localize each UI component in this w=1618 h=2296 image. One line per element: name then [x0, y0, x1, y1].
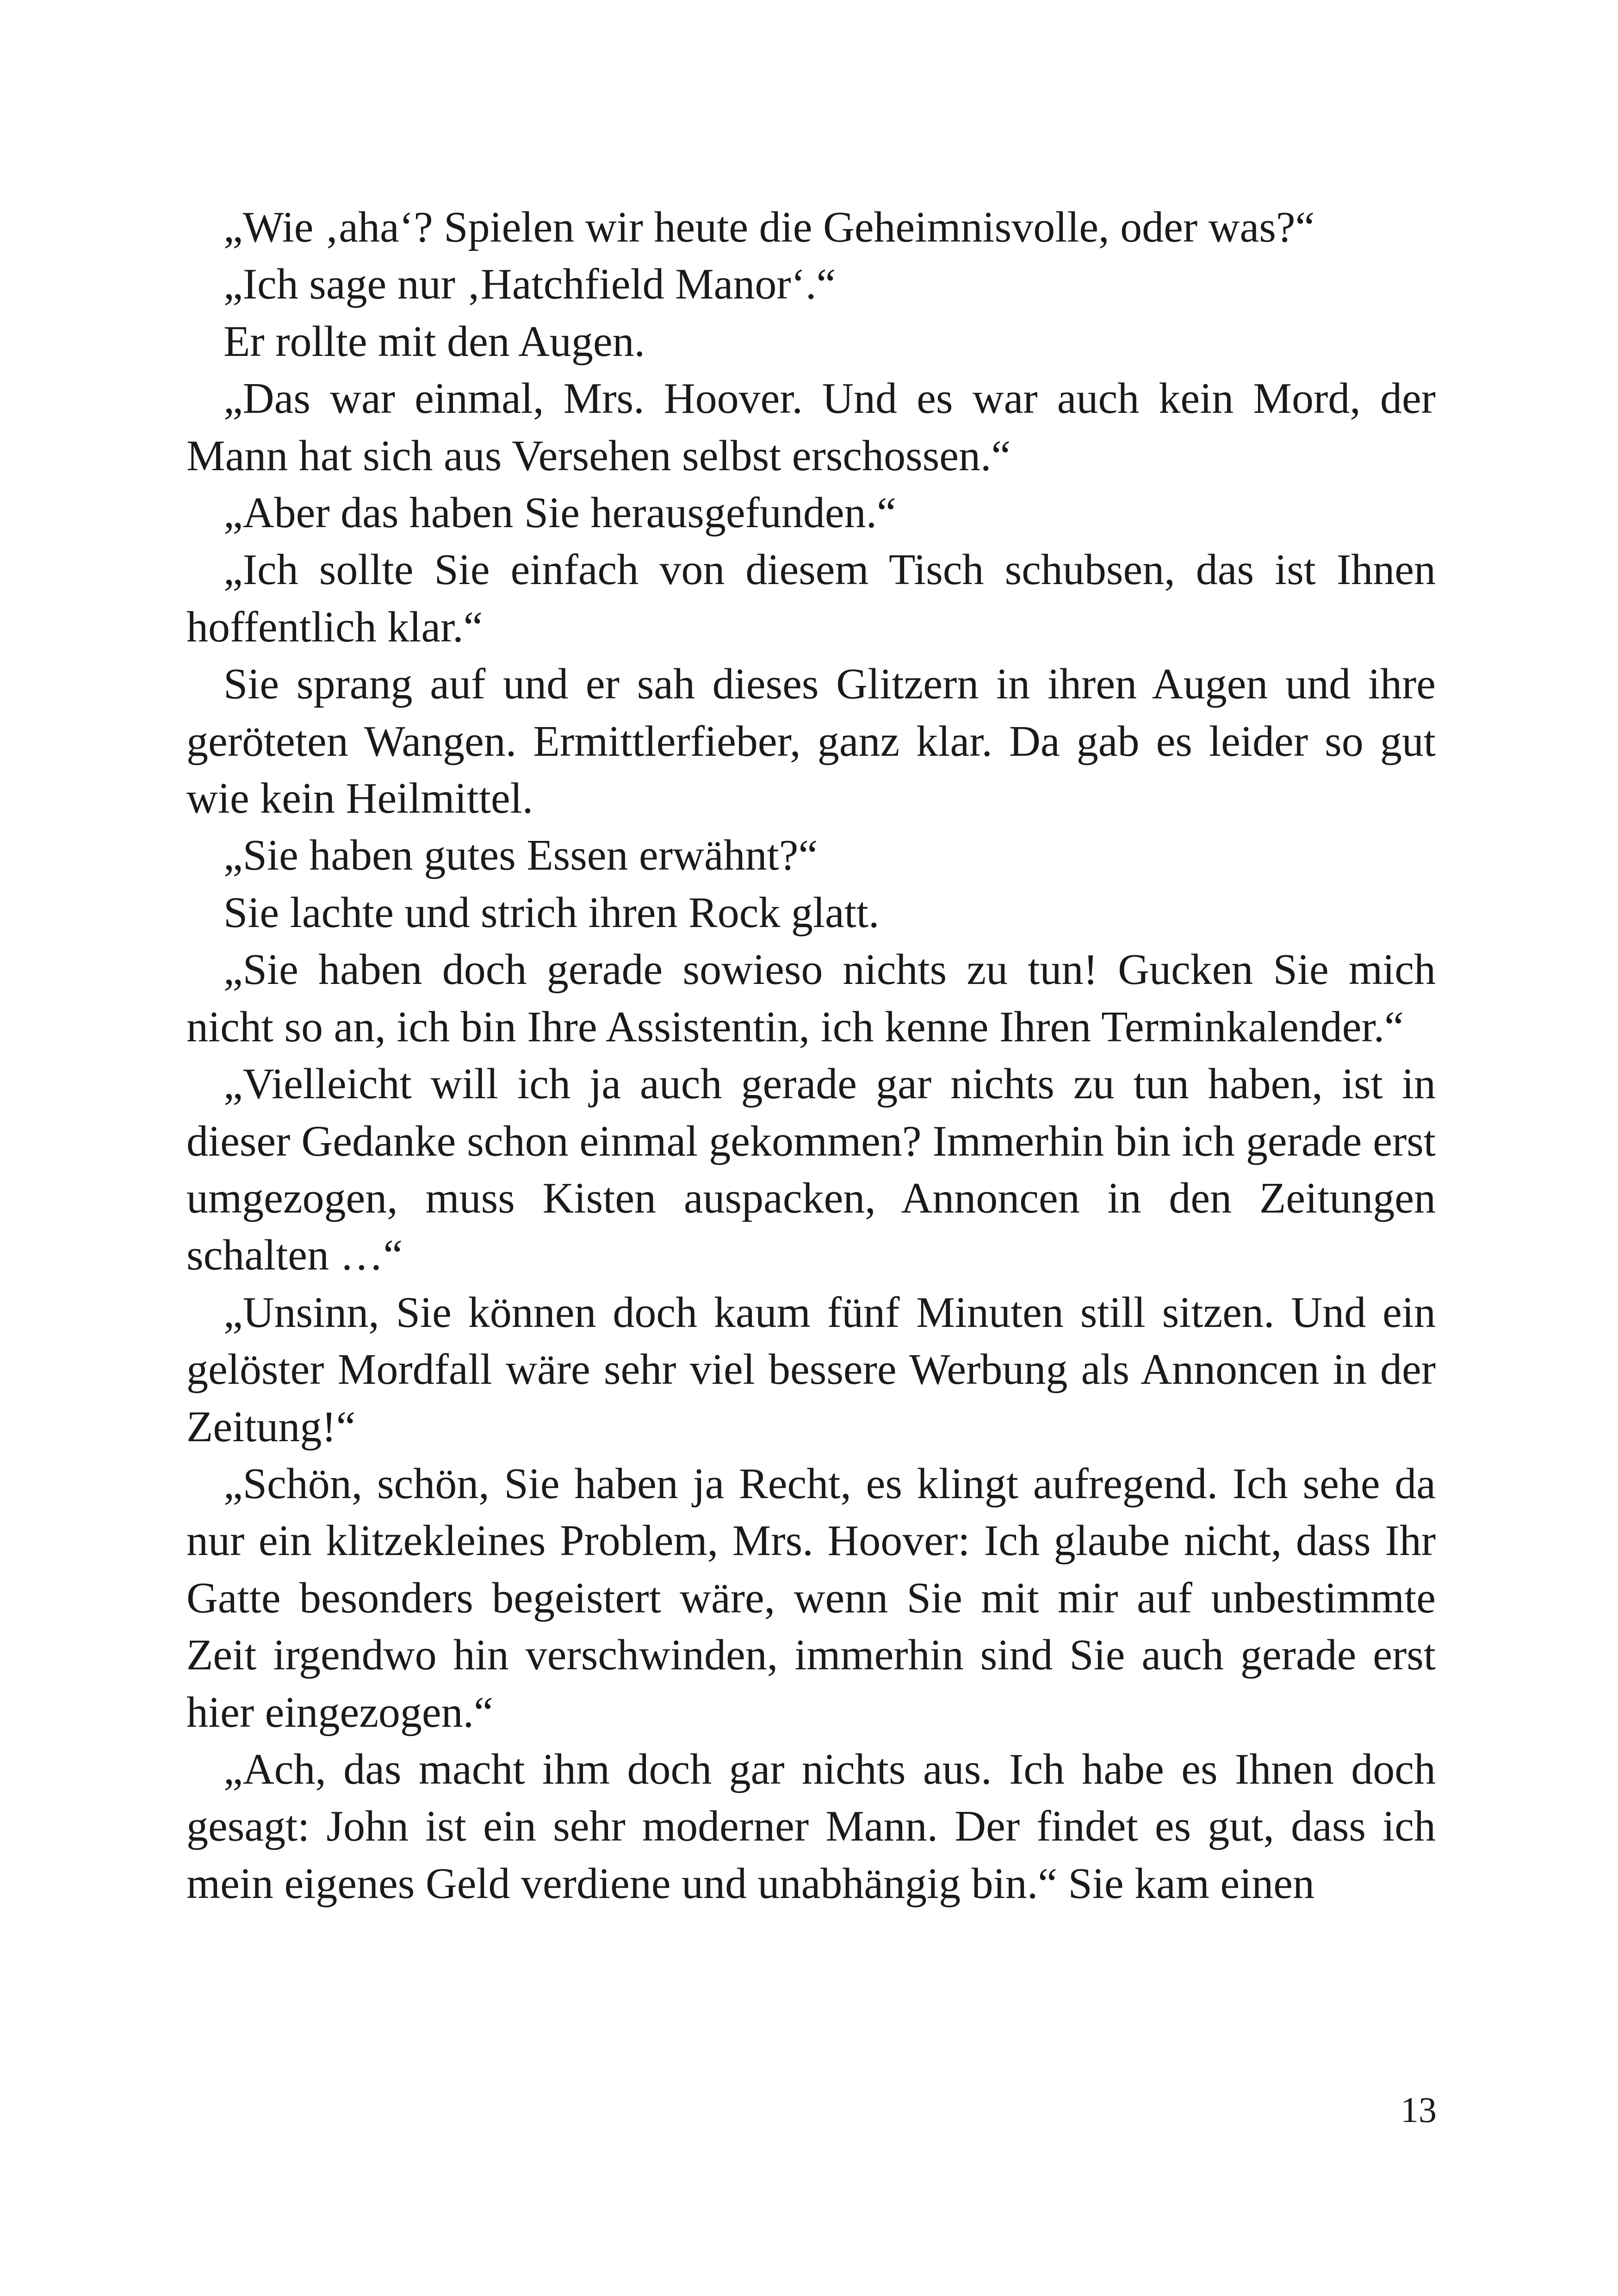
paragraph: „Sie haben doch gerade sowieso nichts zu tun! Gucken Sie mich nicht so an, ich bin Ihre Assistentin, ich kenne Ihren Terminkalender.“	[186, 946, 1436, 1051]
paragraph: „Das war einmal, Mrs. Hoover. Und es war auch kein Mord, der Mann hat sich aus Versehen selbst erschossen.“	[186, 374, 1436, 480]
paragraph: „Vielleicht will ich ja auch gerade gar nichts zu tun haben, ist in dieser Gedanke schon einmal gekommen? Immerhin bin ich gerade erst umgezogen, muss Kisten auspacken, Annoncen in den Zeitungen schalten …“	[186, 1060, 1436, 1280]
paragraph: „Unsinn, Sie können doch kaum fünf Minuten still sitzen. Und ein gelöster Mordfall wäre sehr viel bessere Werbung als Annoncen in der Zeitung!“	[186, 1288, 1436, 1451]
paragraph: „Aber das haben Sie herausgefunden.“	[223, 489, 896, 537]
paragraph: „Schön, schön, Sie haben ja Recht, es klingt aufregend. Ich sehe da nur ein klitzekleines Problem, Mrs. Hoover: Ich glaube nicht, dass Ihr Gatte besonders begeistert wäre, wenn Sie mit mir auf unbestimmte Zeit irgendwo hin verschwinden, immerhin sind Sie auch gerade erst hier eingezogen.“	[186, 1459, 1436, 1736]
paragraph: Sie lachte und strich ihren Rock glatt.	[223, 888, 880, 937]
paragraph: Er rollte mit den Augen.	[223, 317, 645, 366]
paragraph: „Ich sollte Sie einfach von diesem Tisch schubsen, das ist Ihnen hoffentlich klar.“	[186, 546, 1436, 651]
body-text	[186, 199, 1436, 1912]
page-number: 13	[1401, 2090, 1437, 2130]
paragraph: Sie sprang auf und er sah dieses Glitzern in ihren Augen und ihre geröteten Wangen. Ermittlerfieber, ganz klar. Da gab es leider so gut wie kein Heilmittel.	[186, 660, 1436, 823]
paragraph: „Sie haben gutes Essen erwähnt?“	[223, 831, 818, 880]
paragraph: „Ach, das macht ihm doch gar nichts aus. Ich habe es Ihnen doch gesagt: John ist ein sehr moderner Mann. Der findet es gut, dass ich mein eigenes Geld verdiene und unabhängig bin.“ Sie kam einen	[186, 1745, 1436, 1908]
paragraph: „Ich sage nur ‚Hatchfield Manor‘.“	[223, 260, 836, 309]
paragraph: „Wie ‚aha‘? Spielen wir heute die Geheimnisvolle, oder was?“	[223, 203, 1315, 251]
